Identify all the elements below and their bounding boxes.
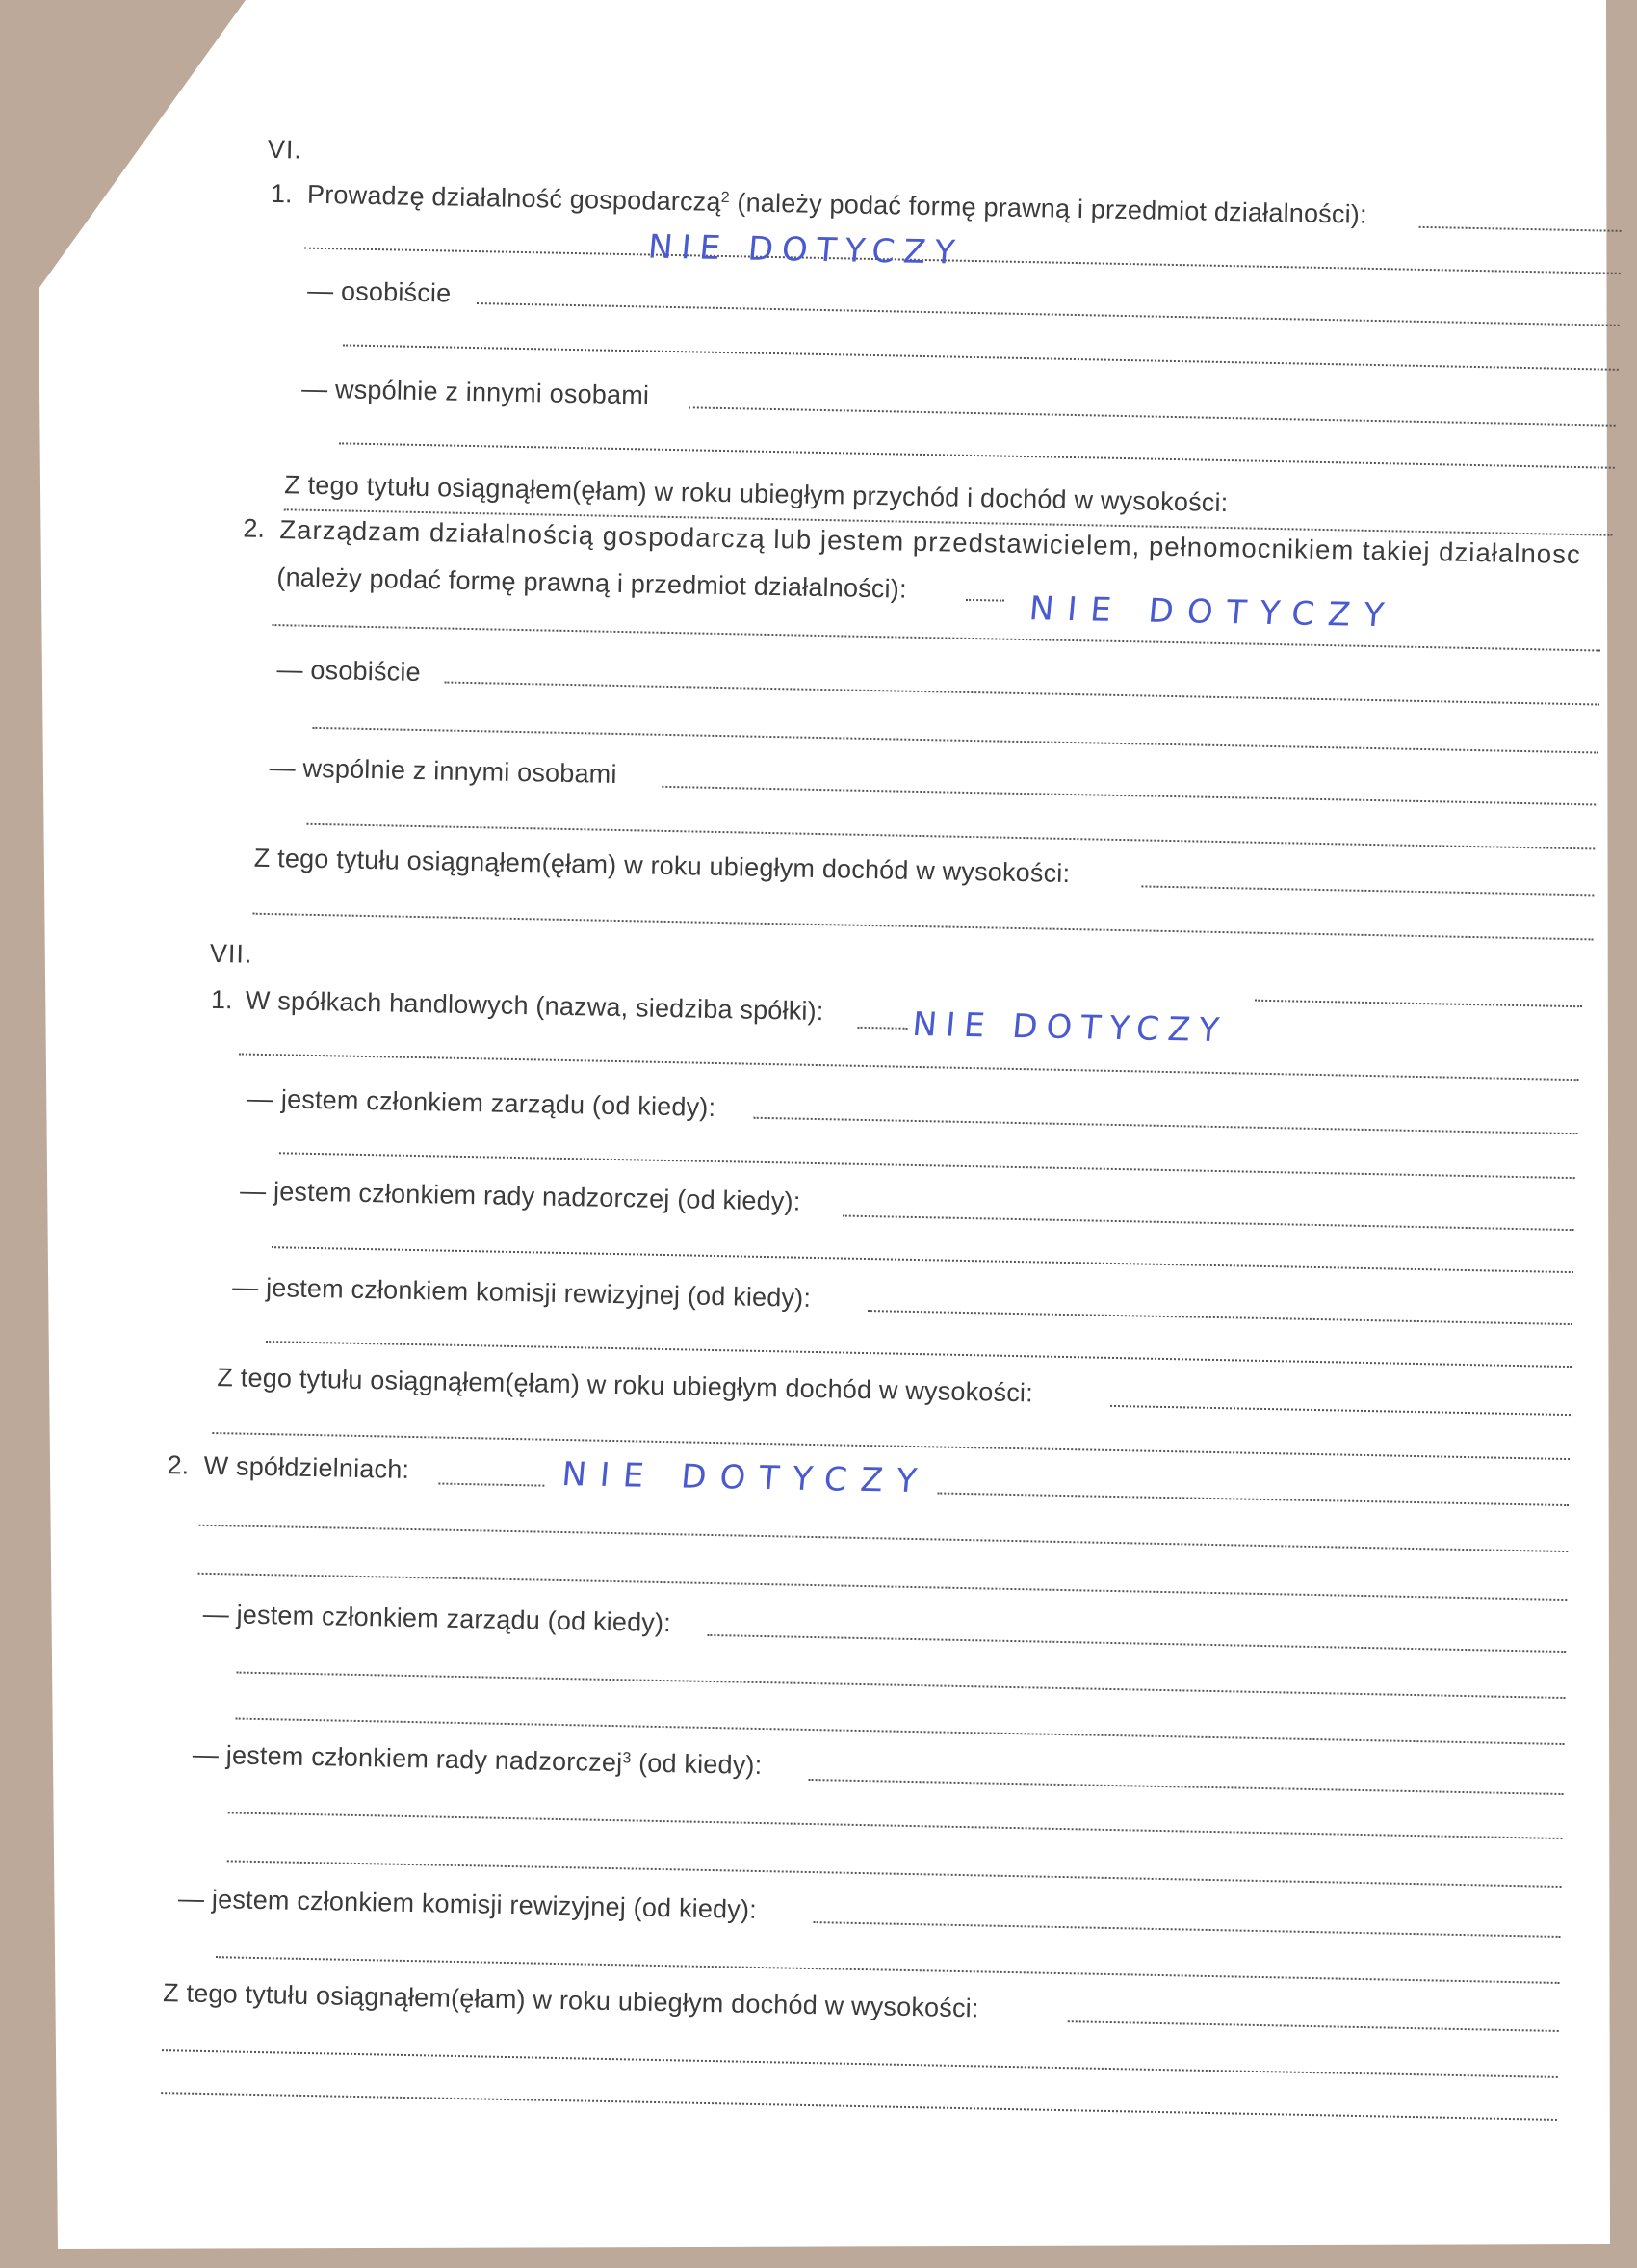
vii-item1-supervisory-label: — jestem członkiem rady nadzorczej (od kiedy):: [239, 1176, 801, 1216]
vii-item1-board-fill-line[interactable]: [754, 1117, 1578, 1134]
vii-item2-supervisory-fill-line-3[interactable]: [227, 1860, 1562, 1888]
vii-item2-text: W spółdzielniach:: [203, 1450, 410, 1484]
vi-item1-jointly-label: — wspólnie z innymi osobami: [300, 374, 650, 410]
vii-item1-supervisory-fill-line-2[interactable]: [272, 1246, 1573, 1273]
vi-item2-handwritten-answer: NIE DOTYCZY: [1027, 589, 1399, 636]
vi-item1-personal-label: — osobiście: [306, 275, 452, 308]
vii-item2-fill-line-2[interactable]: [198, 1573, 1568, 1601]
vii-item1-income-fill-line[interactable]: [212, 1432, 1570, 1460]
vi-item2-personal-fill-line-2[interactable]: [312, 727, 1598, 754]
vii-item2-board-fill-line-3[interactable]: [236, 1718, 1565, 1745]
vii-item2-audit-label: — jestem członkiem komisji rewizyjnej (od kiedy):: [177, 1884, 758, 1924]
vi-item1-jointly-fill-line[interactable]: [689, 406, 1616, 426]
vii-item1-fill-line-inline[interactable]: [858, 1027, 908, 1030]
vi-item1-personal-fill-line[interactable]: [477, 302, 1620, 326]
vii-item1-handwritten-answer: NIE DOTYCZY: [910, 1004, 1230, 1051]
vi-item1-text: [306, 179, 1368, 229]
vii-item1-supervisory-fill-line[interactable]: [843, 1215, 1574, 1232]
vii-item2-board-fill-line-2[interactable]: [237, 1672, 1566, 1699]
vii-item2-number: 2.: [167, 1450, 190, 1480]
vii-item1-audit-label: — jestem członkiem komisji rewizyjnej (od kiedy):: [231, 1272, 812, 1313]
vii-item2-fill-line-1[interactable]: [198, 1525, 1568, 1552]
vii-item1-number: 1.: [210, 984, 233, 1015]
vi-item2-line2: (należy podać formę prawną i przedmiot działalności):: [276, 562, 907, 604]
vii-item1-board-label: — jestem członkiem zarządu (od kiedy):: [247, 1083, 716, 1122]
vi-item1-handwritten-answer: NIE DOTYCZY: [646, 227, 965, 273]
vii-item2-income-fill-line-inline[interactable]: [1068, 2020, 1559, 2032]
vii-item2-supervisory-label: [192, 1739, 763, 1781]
vii-item2-fill-line-inline[interactable]: [438, 1483, 544, 1487]
vi-item1-number: 1.: [270, 178, 293, 209]
vi-item1-fill-line-inline[interactable]: [1419, 226, 1622, 232]
vi-item1-text-main: Prowadzę działalność gospodarczą: [306, 179, 721, 217]
vii-item1-text: W spółkach handlowych (nazwa, siedziba spółki):: [245, 985, 824, 1027]
vi-item2-fill-line-1[interactable]: [272, 624, 1600, 651]
vi-item1-personal-fill-line-2[interactable]: [343, 344, 1619, 370]
vi-item2-personal-fill-line[interactable]: [444, 681, 1599, 705]
vii-item2-income-fill-line[interactable]: [162, 2049, 1558, 2078]
vi-item2-jointly-label: — wspólnie z innymi osobami: [269, 753, 617, 789]
vi-item1-text-rest: (należy podać formę prawną i przedmiot działalności):: [729, 188, 1368, 229]
vii-item1-fill-line-1[interactable]: [239, 1053, 1579, 1081]
vi-item2-line1: Zarządzam działalnością gospodarczą lub jestem przedstawicielem, pełnomocnikiem takiej działalnosc: [279, 514, 1582, 570]
vi-item2-number: 2.: [243, 513, 266, 543]
vii-item2-supervisory-fill-line-2[interactable]: [228, 1812, 1563, 1839]
vii-item1-audit-fill-line[interactable]: [868, 1310, 1572, 1325]
vii-item1-board-fill-line-2[interactable]: [279, 1152, 1575, 1179]
vi-item2-income-fill-line-inline[interactable]: [1141, 885, 1594, 896]
vi-item1-income-label: Z tego tytułu osiągnąłem(ęłam) w roku ubiegłym przychód i dochód w wysokości:: [283, 470, 1229, 518]
vi-item2-jointly-fill-line[interactable]: [662, 786, 1596, 806]
vi-item2-personal-label: — osobiście: [276, 655, 422, 688]
vii-item2-board-label: — jestem członkiem zarządu (od kiedy):: [202, 1599, 672, 1638]
vii-item2-income-label: Z tego tytułu osiągnąłem(ęłam) w roku ubiegłym dochód w wysokości:: [162, 1978, 979, 2023]
vii-item2-audit-fill-line[interactable]: [814, 1921, 1561, 1938]
vi-item2-jointly-fill-line-2[interactable]: [306, 823, 1595, 850]
vii-item1-income-fill-line-inline[interactable]: [1110, 1405, 1571, 1416]
vii-item2-board-fill-line[interactable]: [707, 1634, 1566, 1653]
vii-item2-handwritten-answer: NIE DOTYCZY: [559, 1455, 932, 1501]
vii-item2-income-fill-line-2[interactable]: [161, 2092, 1557, 2121]
vii-item2-supervisory-fill-line[interactable]: [809, 1779, 1564, 1795]
vii-item2-fill-line-inline-2[interactable]: [937, 1492, 1569, 1506]
vi-item1-jointly-fill-line-2[interactable]: [339, 442, 1615, 468]
vi-item2-income-fill-line[interactable]: [253, 913, 1594, 941]
vii-item2-audit-fill-line-2[interactable]: [216, 1956, 1560, 1984]
footnote-3-marker: 3: [622, 1750, 632, 1767]
vii-item1-audit-fill-line-2[interactable]: [266, 1341, 1572, 1368]
vii-top-fill-line[interactable]: [1255, 1000, 1582, 1008]
section-vi-heading: VI.: [267, 134, 303, 165]
vii-item2-supervisory-text: — jestem członkiem rady nadzorczej: [192, 1739, 623, 1778]
footnote-2-marker: 2: [720, 189, 730, 207]
vii-item1-income-label: Z tego tytułu osiągnąłem(ęłam) w roku ubiegłym dochód w wysokości:: [217, 1363, 1034, 1408]
vi-item2-income-label: Z tego tytułu osiągnąłem(ęłam) w roku ubiegłym dochód w wysokości:: [253, 843, 1071, 888]
vi-item2-fill-line-inline[interactable]: [966, 599, 1004, 602]
vii-item2-supervisory-rest: (od kiedy):: [631, 1748, 763, 1781]
section-vii-heading: VII.: [209, 938, 253, 969]
